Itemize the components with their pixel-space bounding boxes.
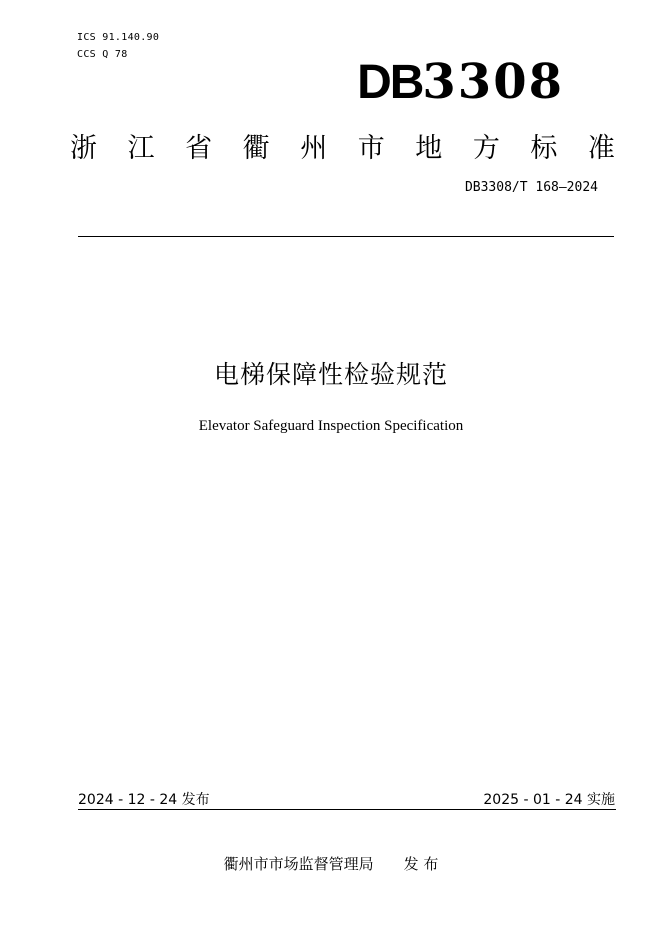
standard-type bbox=[70, 131, 615, 167]
db-logo-prefix: DB bbox=[357, 56, 423, 109]
bottom-divider bbox=[78, 809, 616, 810]
standard-number: DB3308/T 168—2024 bbox=[464, 180, 598, 195]
standard-type-char: 准 bbox=[587, 133, 615, 164]
issuer bbox=[0, 853, 662, 874]
standard-type-char: 市 bbox=[357, 133, 385, 164]
ccs-code: CCS Q 78 bbox=[77, 49, 128, 60]
issuer-name: 衢州市市场监督管理局 bbox=[223, 855, 374, 873]
ics-code: ICS 91.140.90 bbox=[77, 32, 160, 43]
implementation-date: 2025 - 01 - 24 实施 bbox=[483, 792, 615, 808]
standard-type-char: 衢 bbox=[242, 133, 270, 164]
standard-type-char: 江 bbox=[127, 133, 155, 164]
title-english: Elevator Safeguard Inspection Specification bbox=[198, 418, 464, 434]
top-divider bbox=[78, 236, 614, 237]
standard-type-char: 标 bbox=[530, 133, 558, 164]
standard-type-char: 州 bbox=[300, 133, 328, 164]
title-chinese: 电梯保障性检验规范 bbox=[213, 360, 448, 389]
issuer-action: 发 布 bbox=[403, 855, 439, 873]
db-logo-code: 3308 bbox=[422, 54, 564, 110]
issue-date: 2024 - 12 - 24 发布 bbox=[78, 792, 210, 808]
standard-type-char: 地 bbox=[415, 133, 443, 164]
db-logo bbox=[357, 54, 564, 111]
standard-type-char: 省 bbox=[185, 133, 213, 164]
standard-type-char: 浙 bbox=[70, 133, 97, 164]
standard-type-char: 方 bbox=[472, 133, 500, 164]
